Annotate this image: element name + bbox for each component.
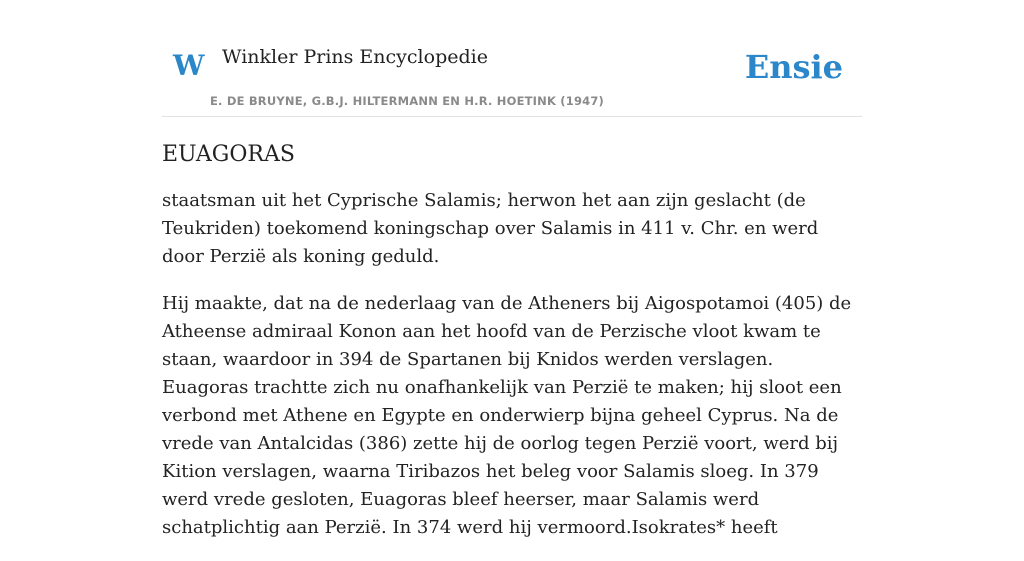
encyclopedia-logo-icon[interactable]: W — [173, 49, 205, 82]
article-title: EUAGORAS — [162, 142, 295, 167]
article — [162, 138, 862, 561]
authors-line: E. DE BRUYNE, G.B.J. HILTERMANN EN H.R. HOETINK (1947) — [210, 94, 605, 108]
ensie-logo[interactable]: Ensie — [744, 48, 843, 86]
article-paragraph: staatsman uit het Cyprische Salamis; herwon het aan zijn geslacht (de Teukriden) toekomend koningschap over Salamis in 411 v. Chr. en werd door Perzië als koning geduld. — [162, 190, 819, 267]
article-paragraph: Hij maakte, dat na de nederlaag van de Atheners bij Aigospotamoi (405) de Atheense admiraal Konon aan het hoofd van de Perzische vloot kwam te staan, waardoor in 394 de Spartanen bij Knidos werden verslagen. Euagoras trachtte zich nu onafhankelijk van Perzië te maken; hij sloot een verbond met Athene en Egypte en onderwierp bijna geheel Cyprus. Na de vrede van Antalcidas (386) zette hij de oorlog tegen Perzië voort, werd bij Kition verslagen, waarna Tiribazos het beleg voor Salamis sloeg. In 379 werd vrede gesloten, Euagoras bleef heerser, maar Salamis werd schatplichtig aan Perzië. In 374 werd hij vermoord.Isokrates* heeft — [162, 293, 852, 538]
encyclopedia-title[interactable]: Winkler Prins Encyclopedie — [222, 46, 488, 68]
site-header — [162, 0, 862, 117]
